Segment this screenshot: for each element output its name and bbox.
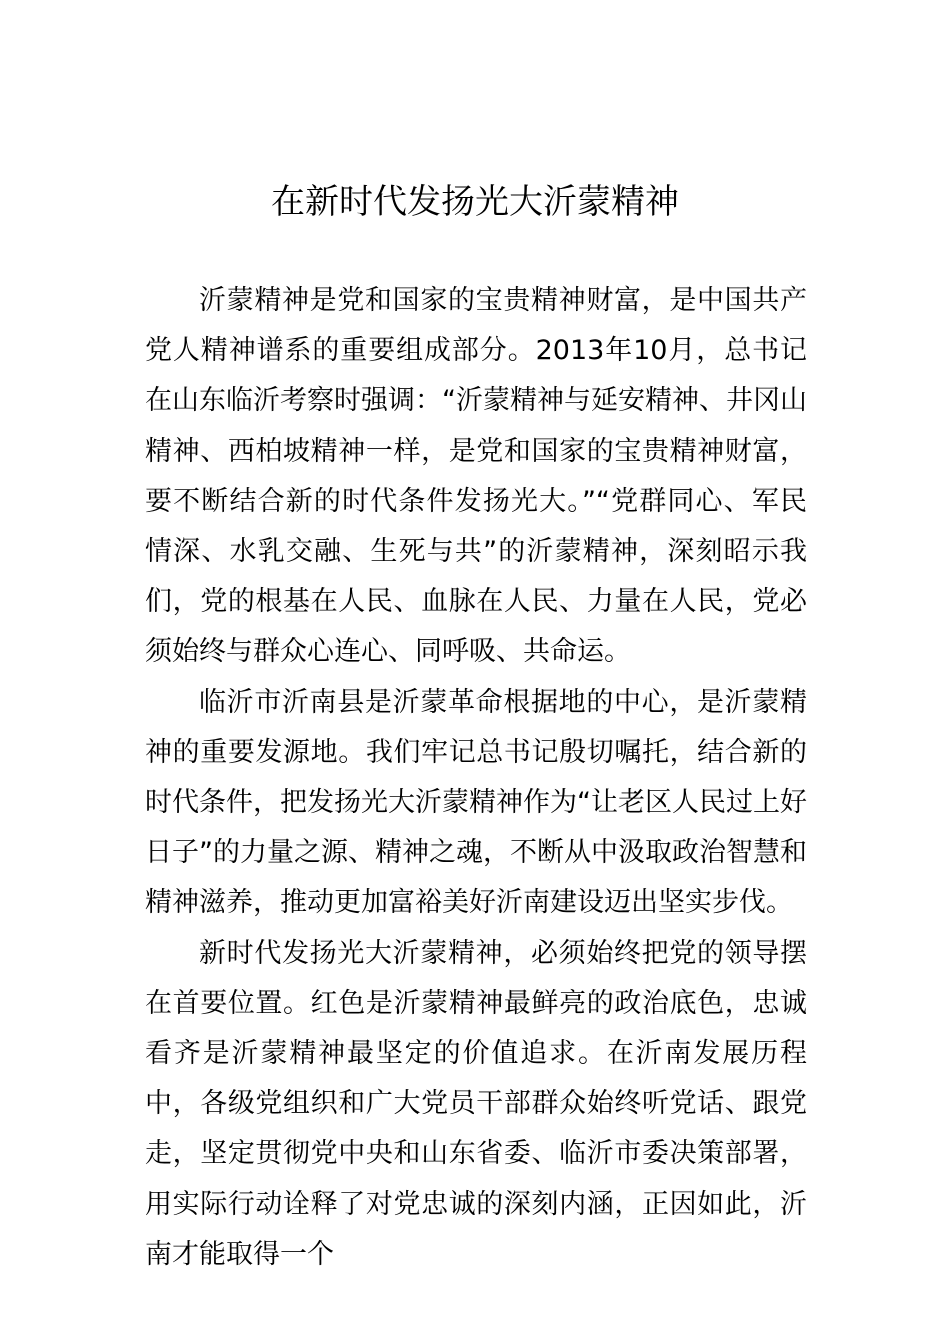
paragraph-2: 临沂市沂南县是沂蒙革命根据地的中心，是沂蒙精神的重要发源地。我们牢记总书记殷切嘱托，结合新的时代条件，把发扬光大沂蒙精神作为“让老区人民过上好日子”的力量之源、精神之魂，不断从中汲取政治智慧和精神滋养，推动更加富裕美好沂南建设迈出坚实步伐。 [145, 686, 807, 919]
document-body [145, 276, 807, 1280]
paragraph-1: 沂蒙精神是党和国家的宝贵精神财富，是中国共产党人精神谱系的重要组成部分。2013年10月，总书记在山东临沂考察时强调：“沂蒙精神与延安精神、井冈山精神、西柏坡精神一样，是党和国家的宝贵精神财富，要不断结合新的时代条件发扬光大。”“党群同心、军民情深、水乳交融、生死与共”的沂蒙精神，深刻昭示我们，党的根基在人民、血脉在人民、力量在人民，党必须始终与群众心连心、同呼吸、共命运。 [145, 285, 807, 668]
document-title: 在新时代发扬光大沂蒙精神 [271, 182, 679, 222]
paragraph-3: 新时代发扬光大沂蒙精神，必须始终把党的领导摆在首要位置。红色是沂蒙精神最鲜亮的政治底色，忠诚看齐是沂蒙精神最坚定的价值追求。在沂南发展历程中，各级党组织和广大党员干部群众始终听党话、跟党走，坚定贯彻党中央和山东省委、临沂市委决策部署，用实际行动诠释了对党忠诚的深刻内涵，正因如此，沂南才能取得一个 [145, 937, 807, 1270]
